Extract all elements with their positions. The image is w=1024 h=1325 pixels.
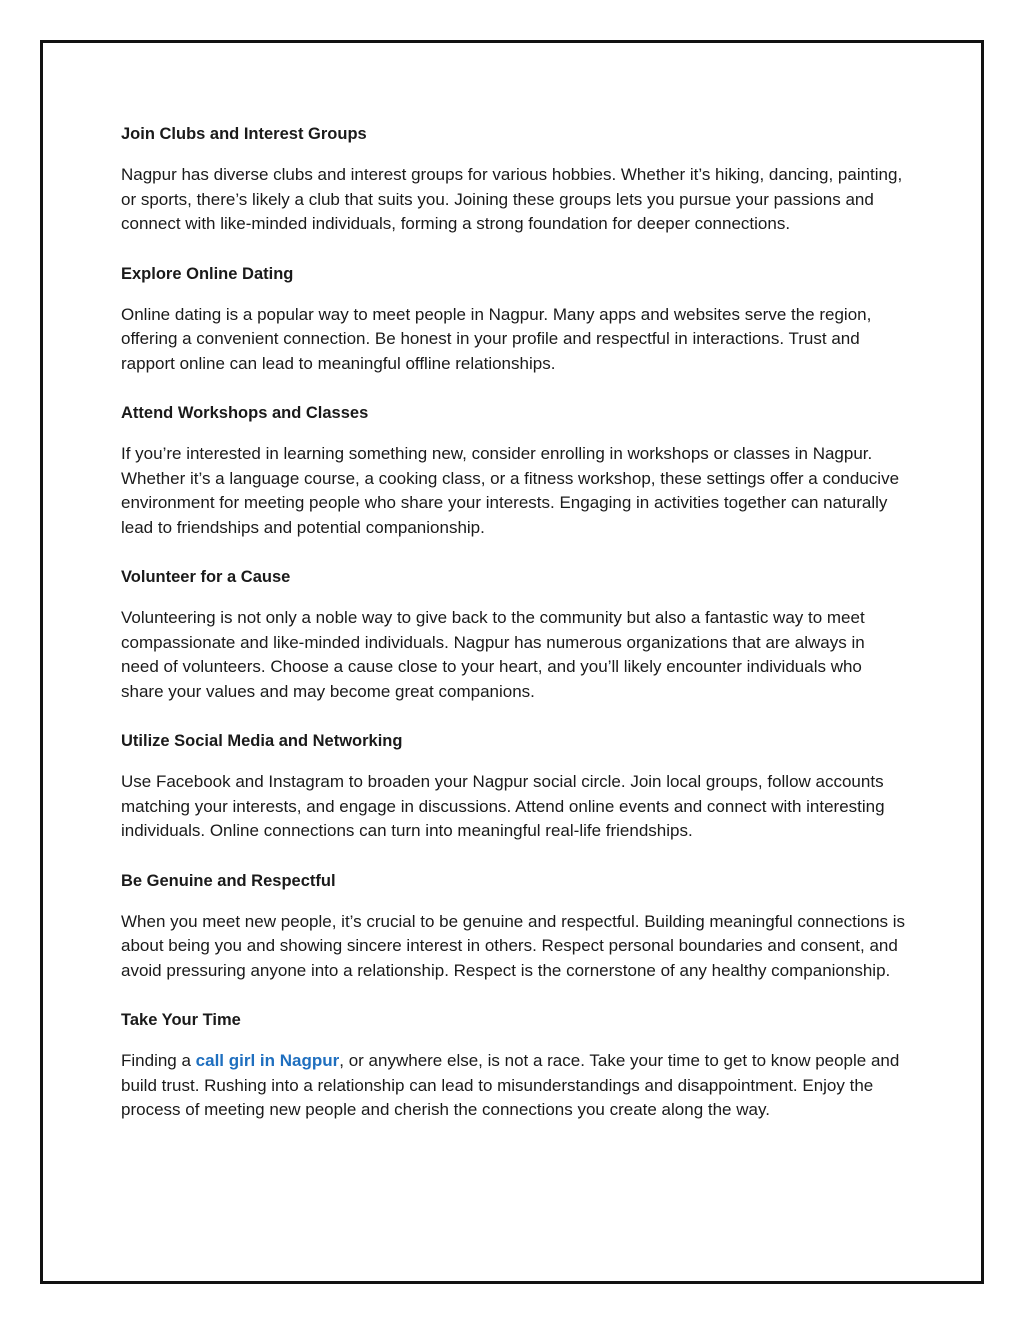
document-content (121, 122, 906, 1148)
section-genuine (121, 869, 906, 984)
section-heading: Take Your Time (121, 1011, 241, 1029)
section-heading: Volunteer for a Cause (121, 568, 291, 586)
section-join-clubs (121, 122, 906, 237)
section-heading: Attend Workshops and Classes (121, 404, 369, 422)
section-heading: Be Genuine and Respectful (121, 871, 336, 890)
paragraph-text-after-link: , or anywhere else, is not a race. Take your time to get to know people and build trust. Rushing into a relationship can lead to misunderstandings and disappointment. Enjoy the process of meeting new people and cherish the connections you create along the way. (121, 1051, 900, 1119)
section-volunteer (121, 565, 906, 704)
section-workshops (121, 401, 906, 540)
section-paragraph: Use Facebook and Instagram to broaden your Nagpur social circle. Join local groups, follow accounts matching your interests, and engage in discussions. Attend online events and connect with interesting individuals. Online connections can turn into meaningful real-life friendships. (121, 772, 885, 840)
page-frame (40, 40, 984, 1284)
section-social-media (121, 729, 906, 844)
section-paragraph: Volunteering is not only a noble way to give back to the community but also a fantastic way to meet compassionate and like-minded individuals. Nagpur has numerous organizations that are always in need of volunteers. Choose a cause close to your heart, and you’ll likely encounter individuals who share your values and may become great companions. (121, 608, 865, 701)
section-take-your-time (121, 1008, 906, 1123)
section-paragraph: When you meet new people, it’s crucial to be genuine and respectful. Building meaningful connections is about being you and showing sincere interest in others. Respect personal boundaries and consent, and avoid pressuring anyone into a relationship. Respect is the cornerstone of any healthy companionship. (121, 911, 906, 980)
section-paragraph (121, 1049, 906, 1123)
section-paragraph: If you’re interested in learning something new, consider enrolling in workshops or classes in Nagpur. Whether it’s a language course, a cooking class, or a fitness workshop, these settings offer a conducive environment for meeting people who share your interests. Engaging in activities together can naturally lead to friendships and potential companionship. (121, 444, 900, 537)
section-heading: Join Clubs and Interest Groups (121, 125, 367, 143)
section-paragraph: Nagpur has diverse clubs and interest groups for various hobbies. Whether it’s hiking, dancing, painting, or sports, there’s likely a club that suits you. Joining these groups lets you pursue your passions and connect with like-minded individuals, forming a strong foundation for deeper connections. (121, 165, 903, 233)
section-paragraph: Online dating is a popular way to meet people in Nagpur. Many apps and websites serve the region, offering a convenient connection. Be honest in your profile and respectful in interactions. Trust and rapport online can lead to meaningful offline relationships. (121, 304, 872, 373)
section-heading: Explore Online Dating (121, 264, 294, 283)
call-girl-link[interactable]: call girl in Nagpur (195, 1051, 340, 1070)
section-online-dating (121, 262, 906, 377)
paragraph-text-before-link: Finding a (121, 1051, 196, 1070)
section-heading: Utilize Social Media and Networking (121, 732, 403, 750)
